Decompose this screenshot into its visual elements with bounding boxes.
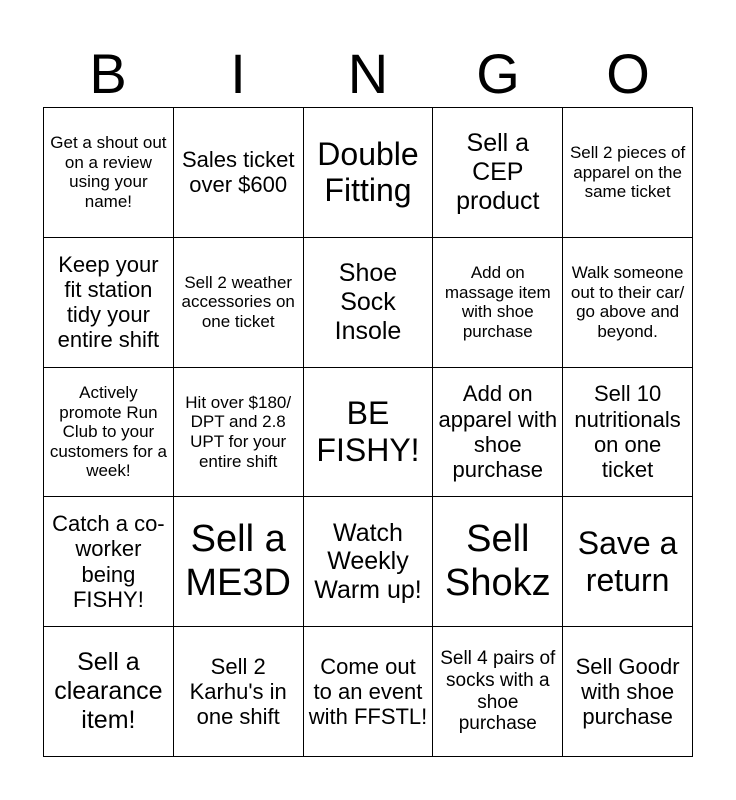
bingo-cell-text: Sell 2 Karhu's in one shift — [189, 653, 287, 730]
bingo-cell-text: Save a return — [577, 524, 678, 598]
bingo-cell-text: Sell 2 pieces of apparel on the same ticket — [569, 143, 686, 202]
bingo-cell-text: Double Fitting — [317, 135, 419, 209]
bingo-cell-text: Sell 4 pairs of socks with a shoe purchase — [440, 647, 556, 735]
bingo-cell-text: Catch a co-worker being FISHY! — [52, 511, 165, 613]
bingo-cell-r4-c2[interactable] — [174, 497, 304, 627]
header-letter-b: B — [89, 42, 127, 105]
bingo-cell-text: Sell a clearance item! — [54, 648, 163, 734]
header-letter-n: N — [347, 42, 389, 105]
bingo-cell-r3-c5[interactable] — [563, 368, 693, 498]
bingo-cell-text: Sell Goodr with shoe purchase — [575, 653, 680, 730]
bingo-cell-r4-c3[interactable] — [304, 497, 434, 627]
bingo-cell-r4-c5[interactable] — [563, 497, 693, 627]
bingo-cell-r1-c3[interactable] — [304, 108, 434, 238]
bingo-cell-r4-c1[interactable] — [44, 497, 174, 627]
bingo-cell-r5-c3[interactable] — [304, 627, 434, 757]
bingo-cell-r2-c5[interactable] — [563, 238, 693, 368]
bingo-cell-text: Get a shout out on a review using your name! — [50, 133, 167, 211]
bingo-cell-r3-c2[interactable] — [174, 368, 304, 498]
bingo-header — [43, 40, 693, 108]
bingo-cell-text: Actively promote Run Club to your customers for a week! — [49, 383, 167, 481]
bingo-cell-text: Sell 10 nutritionals on one ticket — [574, 381, 681, 483]
bingo-cell-text: Sell a CEP product — [456, 129, 540, 215]
bingo-cell-r5-c5[interactable] — [563, 627, 693, 757]
bingo-cell-r2-c4[interactable] — [433, 238, 563, 368]
bingo-cell-r5-c2[interactable] — [174, 627, 304, 757]
bingo-cell-text: Add on massage item with shoe purchase — [444, 263, 551, 341]
bingo-cell-r5-c1[interactable] — [44, 627, 174, 757]
bingo-cell-r1-c4[interactable] — [433, 108, 563, 238]
header-letter-g: G — [476, 42, 520, 105]
bingo-cell-text: Sales ticket over $600 — [181, 147, 295, 198]
bingo-cell-r1-c5[interactable] — [563, 108, 693, 238]
bingo-cell-text: Sell 2 weather accessories on one ticket — [181, 272, 295, 331]
bingo-cell-r3-c1[interactable] — [44, 368, 174, 498]
bingo-cell-text: Come out to an event with FFSTL! — [308, 653, 428, 730]
bingo-cell-text: Shoe Sock Insole — [334, 259, 402, 345]
bingo-cell-r1-c2[interactable] — [174, 108, 304, 238]
bingo-cell-r2-c1[interactable] — [44, 238, 174, 368]
bingo-cell-text: Sell Shokz — [444, 518, 551, 604]
header-letter-o: O — [606, 42, 650, 105]
bingo-cell-r5-c4[interactable] — [433, 627, 563, 757]
bingo-cell-r2-c2[interactable] — [174, 238, 304, 368]
bingo-cell-r3-c3[interactable] — [304, 368, 434, 498]
bingo-cell-text: Sell a ME3D — [185, 518, 291, 604]
bingo-cell-text: Keep your fit station tidy your entire shift — [57, 251, 160, 353]
bingo-cell-r4-c4[interactable] — [433, 497, 563, 627]
bingo-board — [43, 107, 693, 757]
bingo-cell-text: Watch Weekly Warm up! — [314, 518, 422, 605]
bingo-cell-text: Walk someone out to their car/ go above and beyond. — [570, 263, 685, 341]
bingo-cell-text: BE FISHY! — [316, 395, 420, 468]
bingo-cell-r2-c3[interactable] — [304, 238, 434, 368]
bingo-cell-r3-c4[interactable] — [433, 368, 563, 498]
bingo-cell-text: Add on apparel with shoe purchase — [438, 381, 558, 483]
bingo-cell-r1-c1[interactable] — [44, 108, 174, 238]
bingo-cell-text: Hit over $180/ DPT and 2.8 UPT for your entire shift — [185, 392, 292, 471]
header-letter-i: I — [230, 42, 246, 105]
